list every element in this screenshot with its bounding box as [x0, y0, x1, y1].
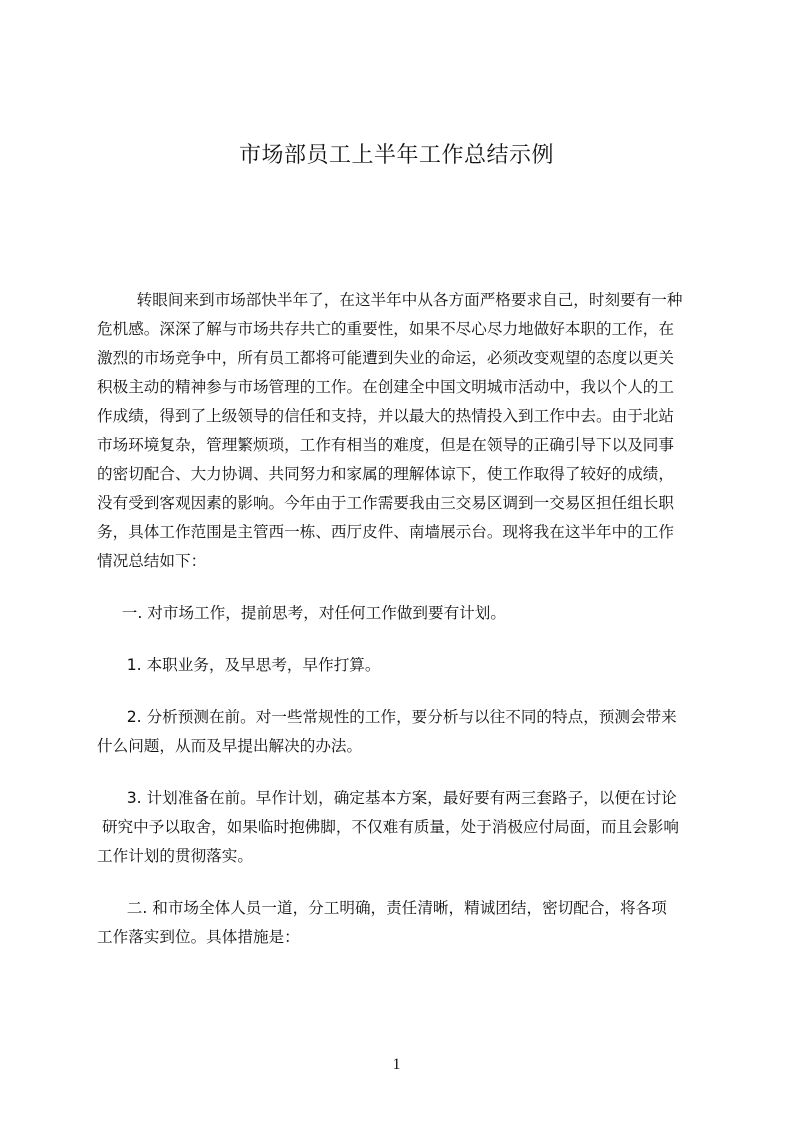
section-heading-line: 工作落实到位。具体措施是：	[97, 928, 300, 946]
paragraph-line: 积极主动的精神参与市场管理的工作。在创建全中国文明城市活动中，我以个人的工	[97, 378, 674, 396]
list-item-line: 3. 计划准备在前。早作计划，确定基本方案，最好要有两三套路子，以便在讨论	[97, 789, 677, 807]
list-item-1	[97, 651, 699, 680]
section-heading-1	[97, 599, 699, 628]
list-item-line: 2. 分析预测在前。对一些常规性的工作，要分析与以往不同的特点，预测会带来	[97, 708, 677, 726]
list-item-line: 1. 本职业务，及早思考，早作打算。	[97, 656, 381, 674]
document-title: 市场部员工上半年工作总结示例	[238, 143, 554, 168]
paragraph-gap	[97, 871, 699, 894]
paragraph-line: 市场环境复杂，管理繁烦琐，工作有相当的难度，但是在领导的正确引导下以及同事	[97, 436, 674, 454]
list-item-3	[97, 784, 699, 871]
document-body	[97, 286, 699, 952]
section-heading-2	[97, 894, 699, 952]
section-heading-line: 一. 对市场工作，提前思考，对任何工作做到要有计划。	[97, 604, 506, 622]
list-item-line: 研究中予以取舍，如果临时抱佛脚，不仅难有质量，处于消极应付局面，而且会影响	[97, 818, 679, 836]
page-number: 1	[392, 1056, 401, 1073]
paragraph-line: 危机感。深深了解与市场共存共亡的重要性，如果不尽心尽力地做好本职的工作，在	[97, 320, 674, 338]
list-item-2	[97, 703, 699, 761]
paragraph-line: 务，具体工作范围是主管西一栋、西厅皮件、南墙展示台。现将我在这半年中的工作	[97, 523, 674, 541]
paragraph-line: 转眼间来到市场部快半年了，在这半年中从各方面严格要求自己，时刻要有一种	[97, 291, 683, 309]
paragraph-gap	[97, 576, 699, 599]
paragraph-gap	[97, 628, 699, 651]
list-item-line: 什么问题，从而及早提出解决的办法。	[97, 737, 363, 755]
paragraph-line: 的密切配合、大力协调、共同努力和家属的理解体谅下，使工作取得了较好的成绩，	[97, 465, 674, 483]
paragraph-line: 情况总结如下：	[97, 552, 207, 570]
paragraph-gap	[97, 680, 699, 703]
list-item-line: 工作计划的贯彻落实。	[97, 847, 253, 865]
paragraph-intro	[97, 286, 699, 576]
paragraph-line: 激烈的市场竞争中，所有员工都将可能遭到失业的命运，必须改变观望的态度以更关	[97, 349, 674, 367]
paragraph-gap	[97, 761, 699, 784]
paragraph-line: 作成绩，得到了上级领导的信任和支持，并以最大的热情投入到工作中去。由于北站	[97, 407, 674, 425]
section-heading-line: 二. 和市场全体人员一道，分工明确，责任清晰，精诚团结，密切配合，将各项	[97, 899, 667, 917]
paragraph-line: 没有受到客观因素的影响。今年由于工作需要我由三交易区调到一交易区担任组长职	[97, 494, 674, 512]
